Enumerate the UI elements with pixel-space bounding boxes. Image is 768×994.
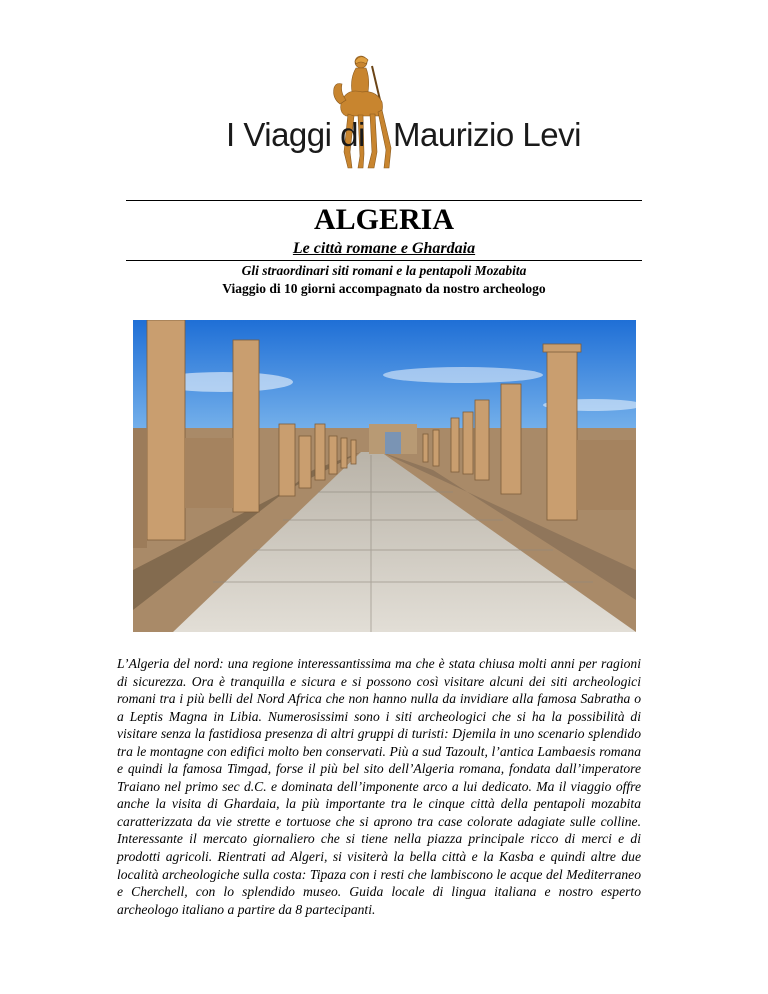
logo-text-right: Maurizio Levi <box>393 116 581 153</box>
logo-text-left: I Viaggi di <box>226 116 365 153</box>
page-subtitle: Le città romane e Ghardaia <box>292 240 476 257</box>
header-top-rule <box>126 200 642 201</box>
roman-colonnade-street-photo <box>133 320 636 632</box>
brand-logo <box>0 0 768 185</box>
tagline: Gli straordinari siti romani e la pentapoli Mozabita <box>241 263 527 278</box>
trip-description: L’Algeria del nord: una regione interessantissima ma che è stata chiusa molti anni per ragioni di sicurezza. Ora è tranquilla e sicura e si possono così visitare alcuni dei siti archeologici romani tra i più belli del Nord Africa che non hanno nulla da invidiare alla famosa Sabratha o a Leptis Magna in Libia. Numerosissimi sono i siti archeologici che si ha la possibilità di visitare senza la fastidiosa presenza di altri gruppi di turisti: Djemila in uno scenario splendido tra le montagne con edifici molto ben conservati. Più a sud Tazoult, l’antica Lambaesis romana e quindi la famosa Timgad, forse il più bel sito dell’Algeria romana, fondata dall’imperatore Traiano nel primo sec d.C. e dominata dell’imponente arco a lui dedicato. Ma il viaggio offre anche la visita di Ghardaia, la più importante tra le cinque città della pentapoli mozabita caratterizzata da vie strette e tortuose che si aprono tra case colorate adagiate sulle colline. Interessante il mercato giornaliero che si tiene nella piazza principale ricco di merci e di prodotti agricoli. Rientrati ad Algeri, si visiterà la bella città e la Kasba e quindi altre due località archeologiche sulla costa: Tipaza con i resti che lambiscono le acque del Mediterraneo e Cherchell, con lo splendido museo. Guida locale di lingua italiana e nostro esperto archeologo italiano a partire da 8 partecipanti. <box>117 656 641 917</box>
trip-duration-line: Viaggio di 10 giorni accompagnato da nostro archeologo <box>222 281 546 296</box>
header-bottom-rule <box>126 260 642 261</box>
page-title: ALGERIA <box>313 203 455 236</box>
